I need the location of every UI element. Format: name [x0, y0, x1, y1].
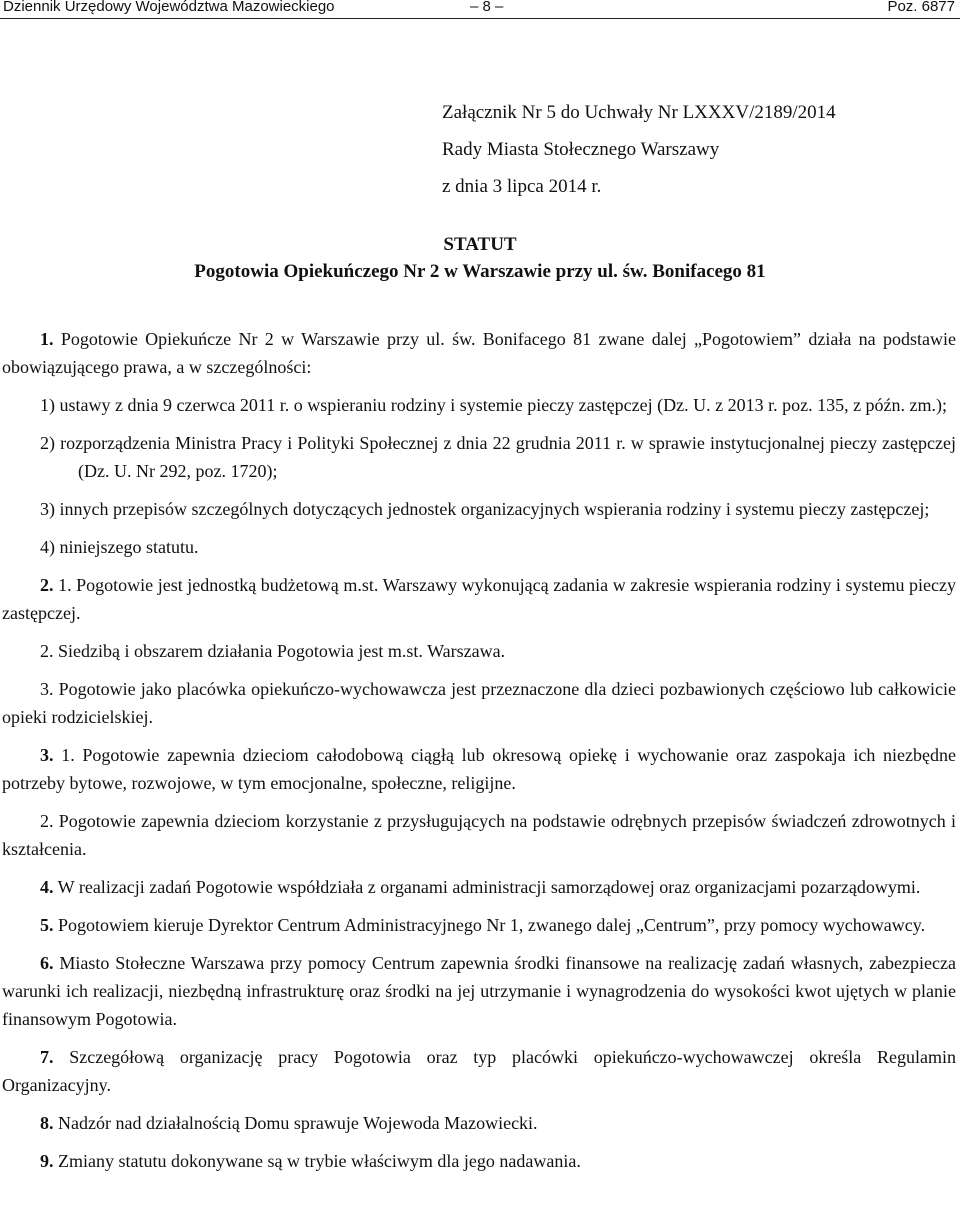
paragraph-text: 2. Siedzibą i obszarem działania Pogotowia jest m.st. Warszawa. [40, 641, 506, 661]
page-number: – 8 – [470, 0, 504, 15]
annex-reference [442, 94, 942, 205]
paragraph [2, 1043, 956, 1099]
page-header [0, 0, 960, 19]
annex-line: Rady Miasta Stołecznego Warszawy [442, 139, 720, 160]
list-item [40, 391, 956, 419]
paragraph [2, 1147, 956, 1175]
list-item [40, 495, 956, 523]
paragraph [2, 949, 956, 1033]
section-number: 8. [40, 1113, 54, 1133]
position-number: Poz. 6877 [887, 0, 955, 15]
section-number: 4. [40, 877, 54, 897]
paragraph-text: Pogotowie Opiekuńcze Nr 2 w Warszawie przy ul. św. Bonifacego 81 zwane dalej „Pogotowiem” działa na podstawie obowiązującego prawa, a w szczególności: [2, 329, 956, 377]
section-number: 1. [40, 329, 54, 349]
paragraph-text: Szczegółową organizację pracy Pogotowia oraz typ placówki opiekuńczo-wychowawczej określa Regulamin Organizacyjny. [2, 1047, 956, 1095]
paragraph [2, 1109, 956, 1137]
list-item [40, 533, 956, 561]
title-subheading: Pogotowia Opiekuńczego Nr 2 w Warszawie przy ul. św. Bonifacego 81 [194, 261, 766, 282]
paragraph [2, 325, 956, 381]
section-number: 5. [40, 915, 54, 935]
paragraph-text: 2) rozporządzenia Ministra Pracy i Polityki Społecznej z dnia 22 grudnia 2011 r. w sprawie instytucjonalnej pieczy zastępczej (Dz. U. Nr 292, poz. 1720); [40, 433, 956, 481]
paragraph-text: W realizacji zadań Pogotowie współdziała z organami administracji samorządowej oraz organizacjami pozarządowymi. [53, 877, 921, 897]
paragraph [2, 571, 956, 627]
paragraph [2, 911, 956, 939]
title-heading: STATUT [443, 234, 517, 255]
paragraph-text: Zmiany statutu dokonywane są w trybie właściwym dla jego nadawania. [53, 1151, 581, 1171]
paragraph-text: 4) niniejszego statutu. [40, 537, 199, 557]
paragraph-text: 1. Pogotowie zapewnia dzieciom całodobową ciągłą lub okresową opiekę i wychowanie oraz zaspokaja ich niezbędne potrzeby bytowe, rozwojowe, w tym emocjonalne, społeczne, religijne. [2, 745, 956, 793]
paragraph-text: 3. Pogotowie jako placówka opiekuńczo-wychowawcza jest przeznaczone dla dzieci pozbawionych częściowo lub całkowicie opieki rodzicielskiej. [2, 679, 956, 727]
annex-line: z dnia 3 lipca 2014 r. [442, 176, 602, 197]
paragraph [2, 807, 956, 863]
section-number: 3. [40, 745, 54, 765]
paragraph-text: Pogotowiem kieruje Dyrektor Centrum Administracyjnego Nr 1, zwanego dalej „Centrum”, przy pomocy wychowawcy. [53, 915, 926, 935]
section-number: 2. [40, 575, 54, 595]
paragraph-text: 3) innych przepisów szczególnych dotyczących jednostek organizacyjnych wspierania rodziny i systemu pieczy zastępczej; [40, 499, 930, 519]
paragraph [2, 741, 956, 797]
paragraph-text: 1. Pogotowie jest jednostką budżetową m.st. Warszawy wykonującą zadania w zakresie wspierania rodziny i systemu pieczy zastępczej. [2, 575, 956, 623]
paragraph-text: 1) ustawy z dnia 9 czerwca 2011 r. o wspieraniu rodziny i systemie pieczy zastępczej (Dz. U. z 2013 r. poz. 135, z późn. zm.); [40, 395, 948, 415]
section-number: 9. [40, 1151, 54, 1171]
list-item [40, 429, 956, 485]
annex-line: Załącznik Nr 5 do Uchwały Nr LXXXV/2189/2014 [442, 102, 836, 123]
paragraph [2, 637, 956, 665]
document-title [0, 231, 960, 285]
paragraph [2, 873, 956, 901]
paragraph-text: Miasto Stołeczne Warszawa przy pomocy Centrum zapewnia środki finansowe na realizację zadań własnych, zabezpiecza warunki ich realizacji, niezbędną infrastrukturę oraz środki na jej utrzymanie i wynagrodzenia do wysokości kwot ujętych w planie finansowym Pogotowia. [2, 953, 956, 1029]
section-number: 7. [40, 1047, 54, 1067]
paragraph-text: 2. Pogotowie zapewnia dzieciom korzystanie z przysługujących na podstawie odrębnych przepisów świadczeń zdrowotnych i kształcenia. [2, 811, 956, 859]
journal-title: Dziennik Urzędowy Województwa Mazowieckiego [3, 0, 335, 15]
paragraph [2, 675, 956, 731]
paragraph-text: Nadzór nad działalnością Domu sprawuje Wojewoda Mazowiecki. [53, 1113, 538, 1133]
document-body [2, 325, 956, 1185]
section-number: 6. [40, 953, 54, 973]
